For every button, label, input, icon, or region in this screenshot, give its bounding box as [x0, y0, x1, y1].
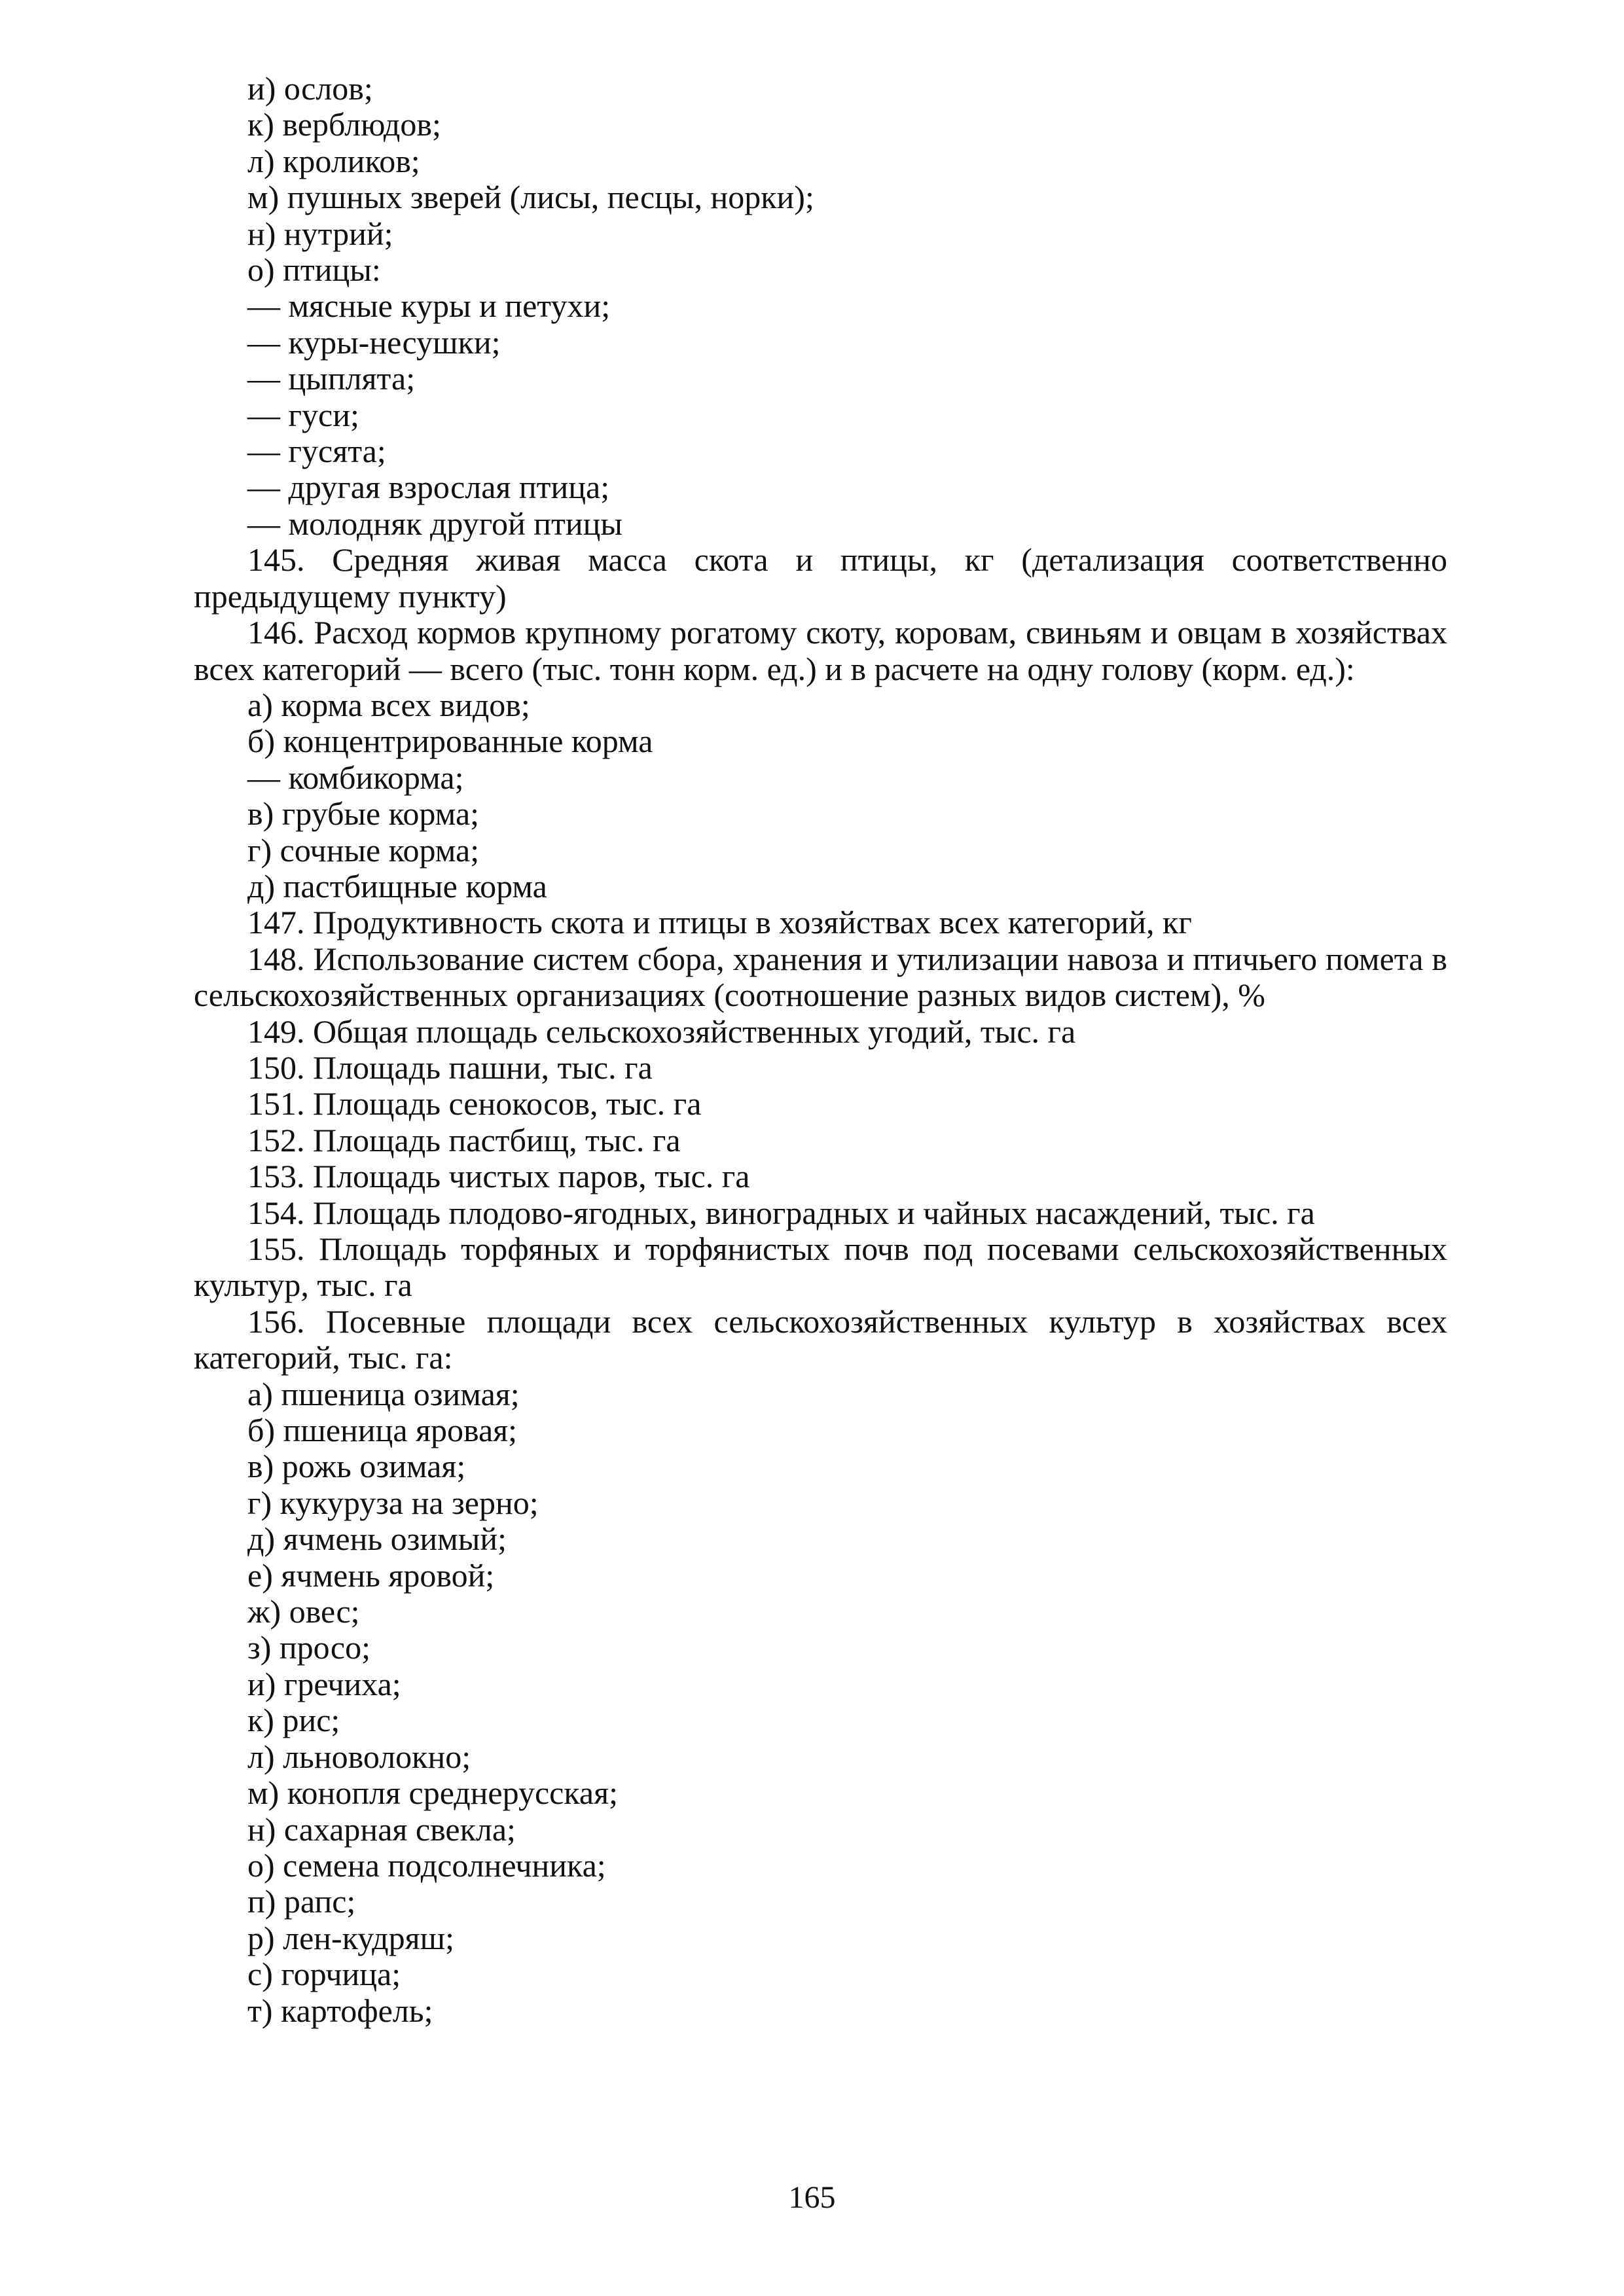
numbered-paragraph: 150. Площадь пашни, тыс. га: [247, 1049, 653, 1086]
list-item: ж) овес;: [247, 1593, 360, 1630]
numbered-paragraph: 148. Использование систем сбора, хранения и утилизации навоза и птичьего помета в сельскохозяйственных организациях (соотношение разных видов систем), %: [194, 940, 1447, 1014]
list-item: м) конопля среднерусская;: [247, 1774, 618, 1812]
list-item: п) рапс;: [247, 1883, 356, 1920]
list-item: — молодняк другой птицы: [247, 505, 623, 542]
numbered-paragraph: 146. Расход кормов крупному рогатому скоту, коровам, свиньям и овцам в хозяйствах всех категорий — всего (тыс. тонн корм. ед.) и в расчете на одну голову (корм. ед.):: [194, 614, 1447, 687]
list-item: л) льноволокно;: [247, 1738, 471, 1775]
list-item: в) грубые корма;: [247, 795, 480, 833]
list-item: н) сахарная свекла;: [247, 1810, 516, 1848]
list-item: в) рожь озимая;: [247, 1448, 466, 1485]
list-item: б) концентрированные корма: [247, 723, 653, 760]
list-item: к) рис;: [247, 1702, 340, 1739]
list-item: д) ячмень озимый;: [247, 1520, 507, 1558]
numbered-paragraph: 156. Посевные площади всех сельскохозяйственных культур в хозяйствах всех категорий, тыс. га:: [194, 1302, 1447, 1376]
list-item: и) гречиха;: [247, 1665, 401, 1702]
numbered-paragraph: 151. Площадь сенокосов, тыс. га: [247, 1085, 702, 1122]
list-item: т) картофель;: [247, 1992, 433, 2029]
numbered-paragraph: 147. Продуктивность скота и птицы в хозяйствах всех категорий, кг: [247, 904, 1192, 941]
list-item: е) ячмень яровой;: [247, 1556, 495, 1594]
numbered-paragraph: 155. Площадь торфяных и торфянистых почв под посевами сельскохозяйственных культур, тыс. га: [194, 1230, 1447, 1304]
list-item: — комбикорма;: [247, 759, 464, 796]
list-item: р) лен-кудряш;: [247, 1919, 454, 1956]
list-item: и) ослов;: [247, 70, 373, 107]
numbered-paragraph: 153. Площадь чистых паров, тыс. га: [247, 1158, 750, 1195]
document-body: [194, 71, 1447, 2029]
page-number: 165: [788, 2180, 836, 2215]
list-item: с) горчица;: [247, 1956, 401, 1993]
list-item: — гуси;: [247, 396, 359, 433]
numbered-paragraph: 149. Общая площадь сельскохозяйственных угодий, тыс. га: [247, 1013, 1076, 1050]
list-item: — куры-несушки;: [247, 323, 501, 361]
list-item: д) пастбищные корма: [247, 867, 547, 905]
list-item: а) пшеница озимая;: [247, 1375, 520, 1412]
list-item: г) кукуруза на зерно;: [247, 1484, 539, 1521]
list-item: н) нутрий;: [247, 215, 393, 252]
list-item: о) птицы:: [247, 251, 381, 289]
list-item: а) корма всех видов;: [247, 686, 530, 723]
numbered-paragraph: 145. Средняя живая масса скота и птицы, кг (детализация соответственно предыдущему пункту): [194, 541, 1447, 615]
list-item: — мясные куры и петухи;: [247, 287, 611, 325]
list-item: м) пушных зверей (лисы, песцы, норки);: [247, 179, 814, 216]
list-item: — другая взрослая птица;: [247, 469, 610, 506]
list-item: — гусята;: [247, 433, 386, 470]
list-item: о) семена подсолнечника;: [247, 1846, 606, 1884]
list-item: л) кроликов;: [247, 142, 420, 179]
list-item: к) верблюдов;: [247, 106, 441, 143]
list-item: б) пшеница яровая;: [247, 1412, 518, 1449]
list-item: з) просо;: [247, 1629, 370, 1666]
list-item: — цыплята;: [247, 360, 416, 397]
numbered-paragraph: 152. Площадь пастбищ, тыс. га: [247, 1121, 681, 1158]
list-item: г) сочные корма;: [247, 831, 480, 869]
numbered-paragraph: 154. Площадь плодово-ягодных, виноградных и чайных насаждений, тыс. га: [247, 1194, 1315, 1231]
